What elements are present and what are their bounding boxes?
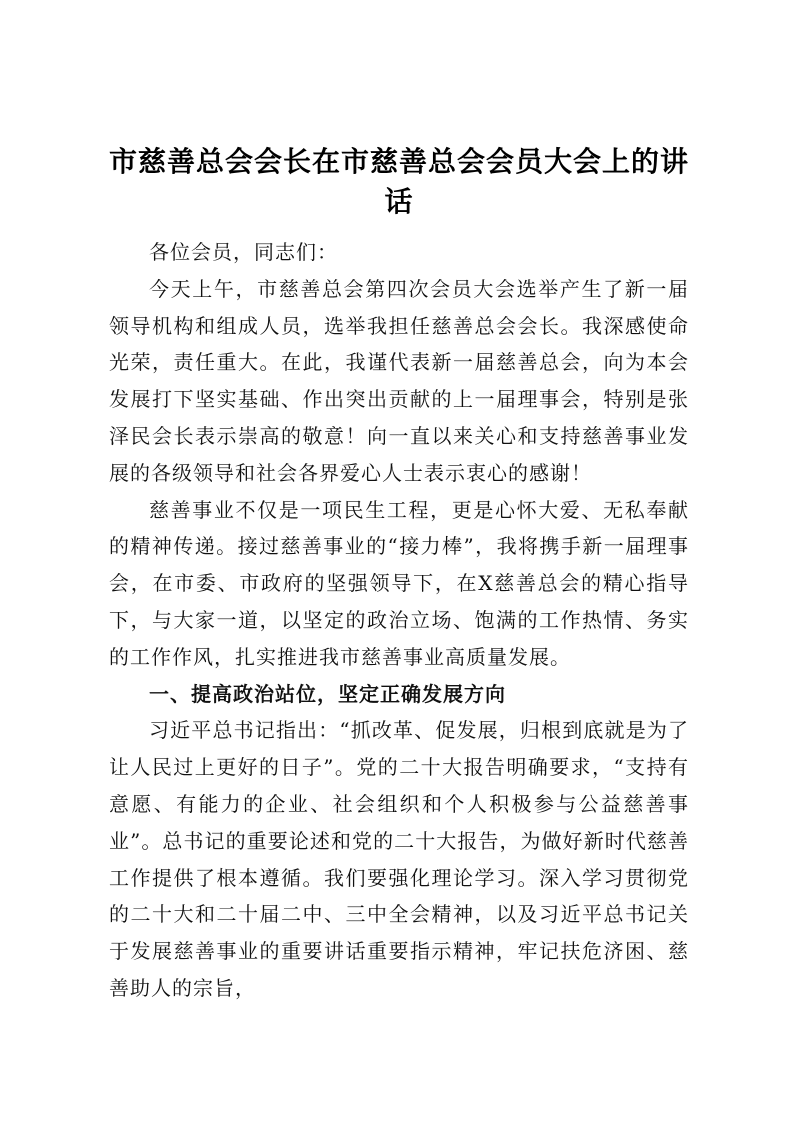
section-heading: 一、提高政治站位，坚定正确发展方向 [149, 681, 506, 706]
document-title: 市慈善总会会长在市慈善总会会员大会上的讲话 [109, 145, 690, 218]
paragraph-opening: 今天上午，市慈善总会第四次会员大会选举产生了新一届领导机构和组成人员，选举我担任慈善总会会长。我深感使命光荣，责任重大。在此，我谨代表新一届慈善总会，向为本会发展打下坚实基础、作出突出贡献的上一届理事会，特别是张泽民会长表示崇高的敬意！向一直以来关心和支持慈善事业发展的各级领导和社会各界爱心人士表示衷心的感谢！ [109, 276, 689, 485]
paragraph-commitment: 慈善事业不仅是一项民生工程，更是心怀大爱、无私奉献的精神传递。接过慈善事业的“接力棒”，我将携手新一届理事会，在市委、市政府的坚强领导下，在X慈善总会的精心指导下，与大家一道，以坚定的政治立场、饱满的工作热情、务实的工作作风，扎实推进我市慈善事业高质量发展。 [109, 497, 689, 669]
document-body [109, 142, 689, 1007]
salutation: 各位会员，同志们： [149, 240, 338, 264]
paragraph-section-one: 习近平总书记指出：“抓改革、促发展，归根到底就是为了让人民过上更好的日子”。党的二十大报告明确要求，“支持有意愿、有能力的企业、社会组织和个人积极参与公益慈善事业”。总书记的重要论述和党的二十大报告，为做好新时代慈善工作提供了根本遵循。我们要强化理论学习。深入学习贯彻党的二十大和二十届二中、三中全会精神，以及习近平总书记关于发展慈善事业的重要讲话重要指示精神，牢记扶危济困、慈善助人的宗旨， [109, 718, 689, 1000]
